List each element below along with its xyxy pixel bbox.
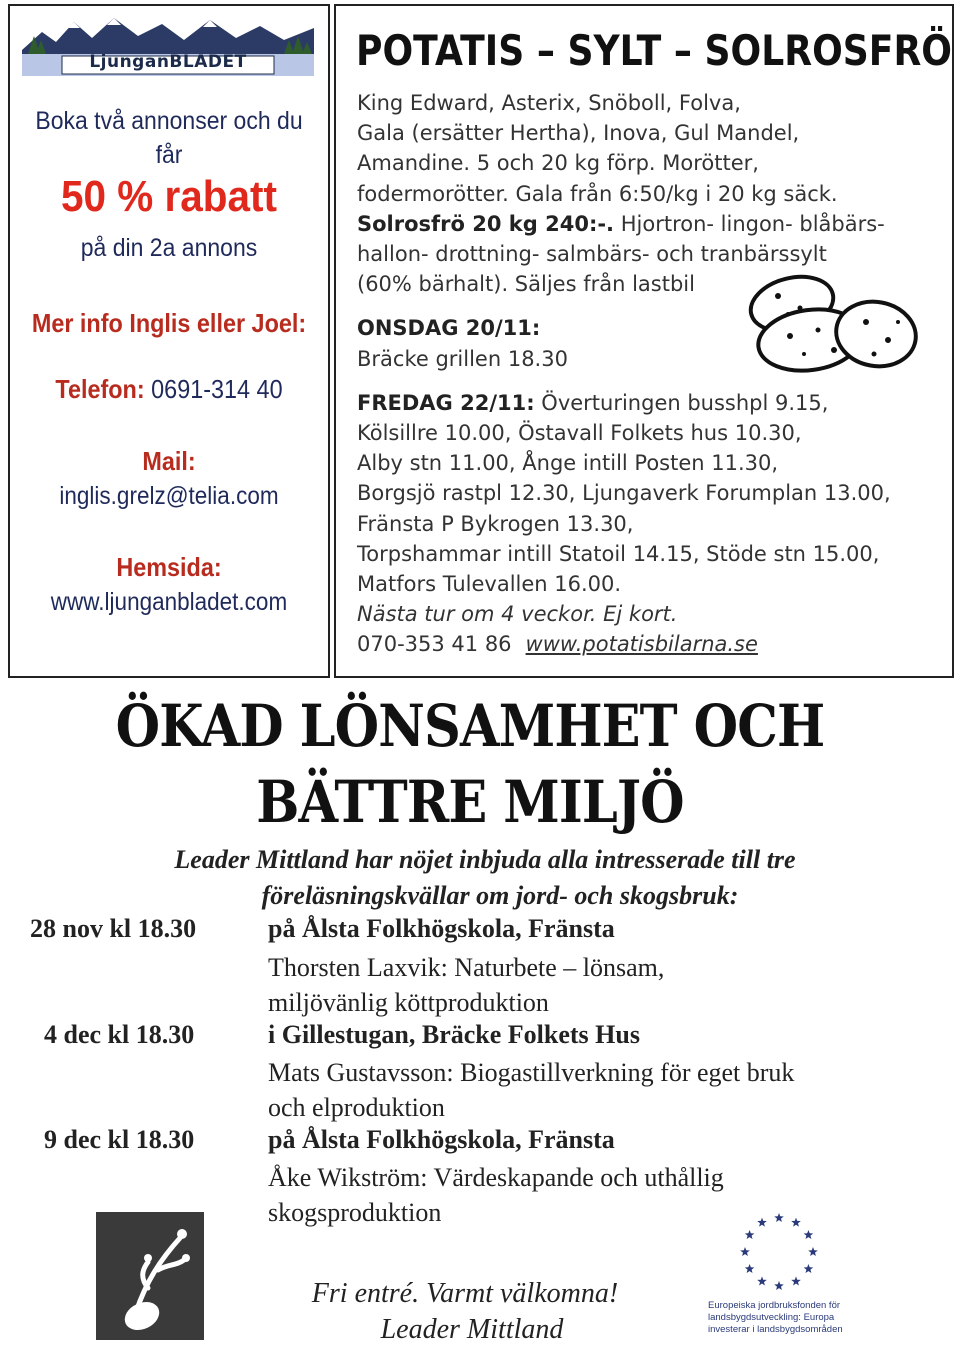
potato-phone: 070-353 41 86: [357, 632, 512, 657]
solros-line: [357, 209, 947, 239]
discount-subtext: på din 2a annons: [80, 234, 258, 262]
event-description-line: Åke Wikström: Värdeskapande och uthållig: [268, 1163, 724, 1192]
event-description-line: miljövänlig köttproduktion: [268, 988, 549, 1017]
event-place: på Ålsta Folkhögskola, Fränsta: [268, 1125, 615, 1154]
product-line: Amandine. 5 och 20 kg förp. Morötter,: [357, 151, 759, 176]
fredag-stop: Alby stn 11.00, Ånge intill Posten 11.30,: [357, 451, 779, 476]
event-description-line: Mats Gustavsson: Biogastillverkning för eget bruk: [268, 1058, 795, 1087]
event-description-line: Thorsten Laxvik: Naturbete – lönsam,: [268, 953, 665, 982]
fredag-stop: Fränsta P Bykrogen 13.30,: [357, 511, 634, 536]
phone-line: [26, 374, 312, 405]
product-line: hallon- drottning- salmbärs- och tranbärssylt: [357, 242, 827, 267]
fredag-first-stop: Överturingen busshpl 9.15,: [534, 390, 829, 415]
website-label: Hemsida:: [116, 552, 222, 582]
invitation-line2: föreläsningskvällar om jord- och skogsbruk:: [261, 881, 739, 910]
event-description-line: och elproduktion: [268, 1093, 445, 1122]
event-description: [268, 950, 908, 1020]
fredag-stop: Matfors Tulevallen 16.00.: [357, 572, 622, 597]
phone-label: Telefon:: [55, 374, 145, 404]
onsdag-stop: Bräcke grillen 18.30: [357, 346, 568, 371]
product-line: (60% bärhalt). Säljes från lastbil: [357, 272, 695, 297]
event-date: 4 dec kl 18.30: [44, 1020, 195, 1049]
more-info-label: Mer info Inglis eller Joel:: [31, 308, 307, 338]
event-description: [268, 1055, 908, 1125]
invitation-line1: Leader Mittland har nöjet inbjuda alla intresserade till tre: [174, 845, 796, 874]
contact-line: [357, 629, 947, 659]
event-date: 9 dec kl 18.30: [44, 1125, 195, 1154]
product-line: fodermorötter. Gala från 6:50/kg i 20 kg säck.: [357, 181, 838, 206]
leader-headline-line1: ÖKAD LÖNSAMHET OCH: [115, 692, 825, 760]
potato-website-link[interactable]: www.potatisbilarna.se: [525, 632, 758, 657]
solros-price: Solrosfrö 20 kg 240:-.: [357, 211, 615, 236]
fredag-stop: Torpshammar intill Statoil 14.15, Stöde stn 15.00,: [357, 541, 880, 566]
jam-list: Hjortron- lingon- blåbärs-: [614, 211, 885, 236]
fredag-line: [357, 388, 947, 418]
ljunganbladet-logo: [22, 10, 314, 78]
ad-intro-text: Boka två annonser och du får: [35, 107, 303, 169]
product-line: King Edward, Asterix, Snöboll, Folva,: [357, 91, 741, 115]
leader-headline-line2: BÄTTRE MILJÖ: [256, 768, 684, 836]
event-date: 28 nov kl 18.30: [30, 914, 197, 943]
onsdag-label: ONSDAG 20/11:: [357, 316, 541, 341]
phone-number: 0691-314 40: [151, 374, 283, 404]
mail-address: inglis.grelz@telia.com: [59, 482, 279, 510]
website-address: www.ljunganbladet.com: [50, 588, 288, 616]
eu-caption-line: investerar i landsbygdsområden: [708, 1324, 843, 1335]
footer-welcome: Fri entré. Varmt välkomna!: [311, 1278, 619, 1309]
eu-caption-line: landsbygdsutveckling: Europa: [708, 1312, 835, 1323]
eu-caption-line: Europeiska jordbruksfonden för: [708, 1300, 841, 1311]
event-description-line: skogsproduktion: [268, 1198, 442, 1227]
fredag-label: FREDAG 22/11:: [357, 390, 535, 415]
event-place: på Ålsta Folkhögskola, Fränsta: [268, 914, 615, 943]
logo-text: LjunganBLADET: [89, 52, 247, 72]
product-line: Gala (ersätter Hertha), Inova, Gul Mandel,: [357, 121, 800, 146]
potatoes-icon: [748, 270, 920, 378]
footer-organizer: Leader Mittland: [380, 1314, 564, 1345]
next-tour-note: Nästa tur om 4 veckor. Ej kort.: [357, 602, 678, 627]
fredag-stop: Borgsjö rastpl 12.30, Ljungaverk Forumplan 13.00,: [357, 481, 891, 506]
event-place: i Gillestugan, Bräcke Folkets Hus: [268, 1020, 640, 1049]
mail-label: Mail:: [142, 446, 196, 476]
potato-ad-title: POTATIS – SYLT – SOLROSFRÖ: [356, 26, 952, 75]
discount-headline: 50 % rabatt: [61, 172, 277, 221]
fredag-stop: Kölsillre 10.00, Östavall Folkets hus 10.30,: [357, 421, 802, 446]
